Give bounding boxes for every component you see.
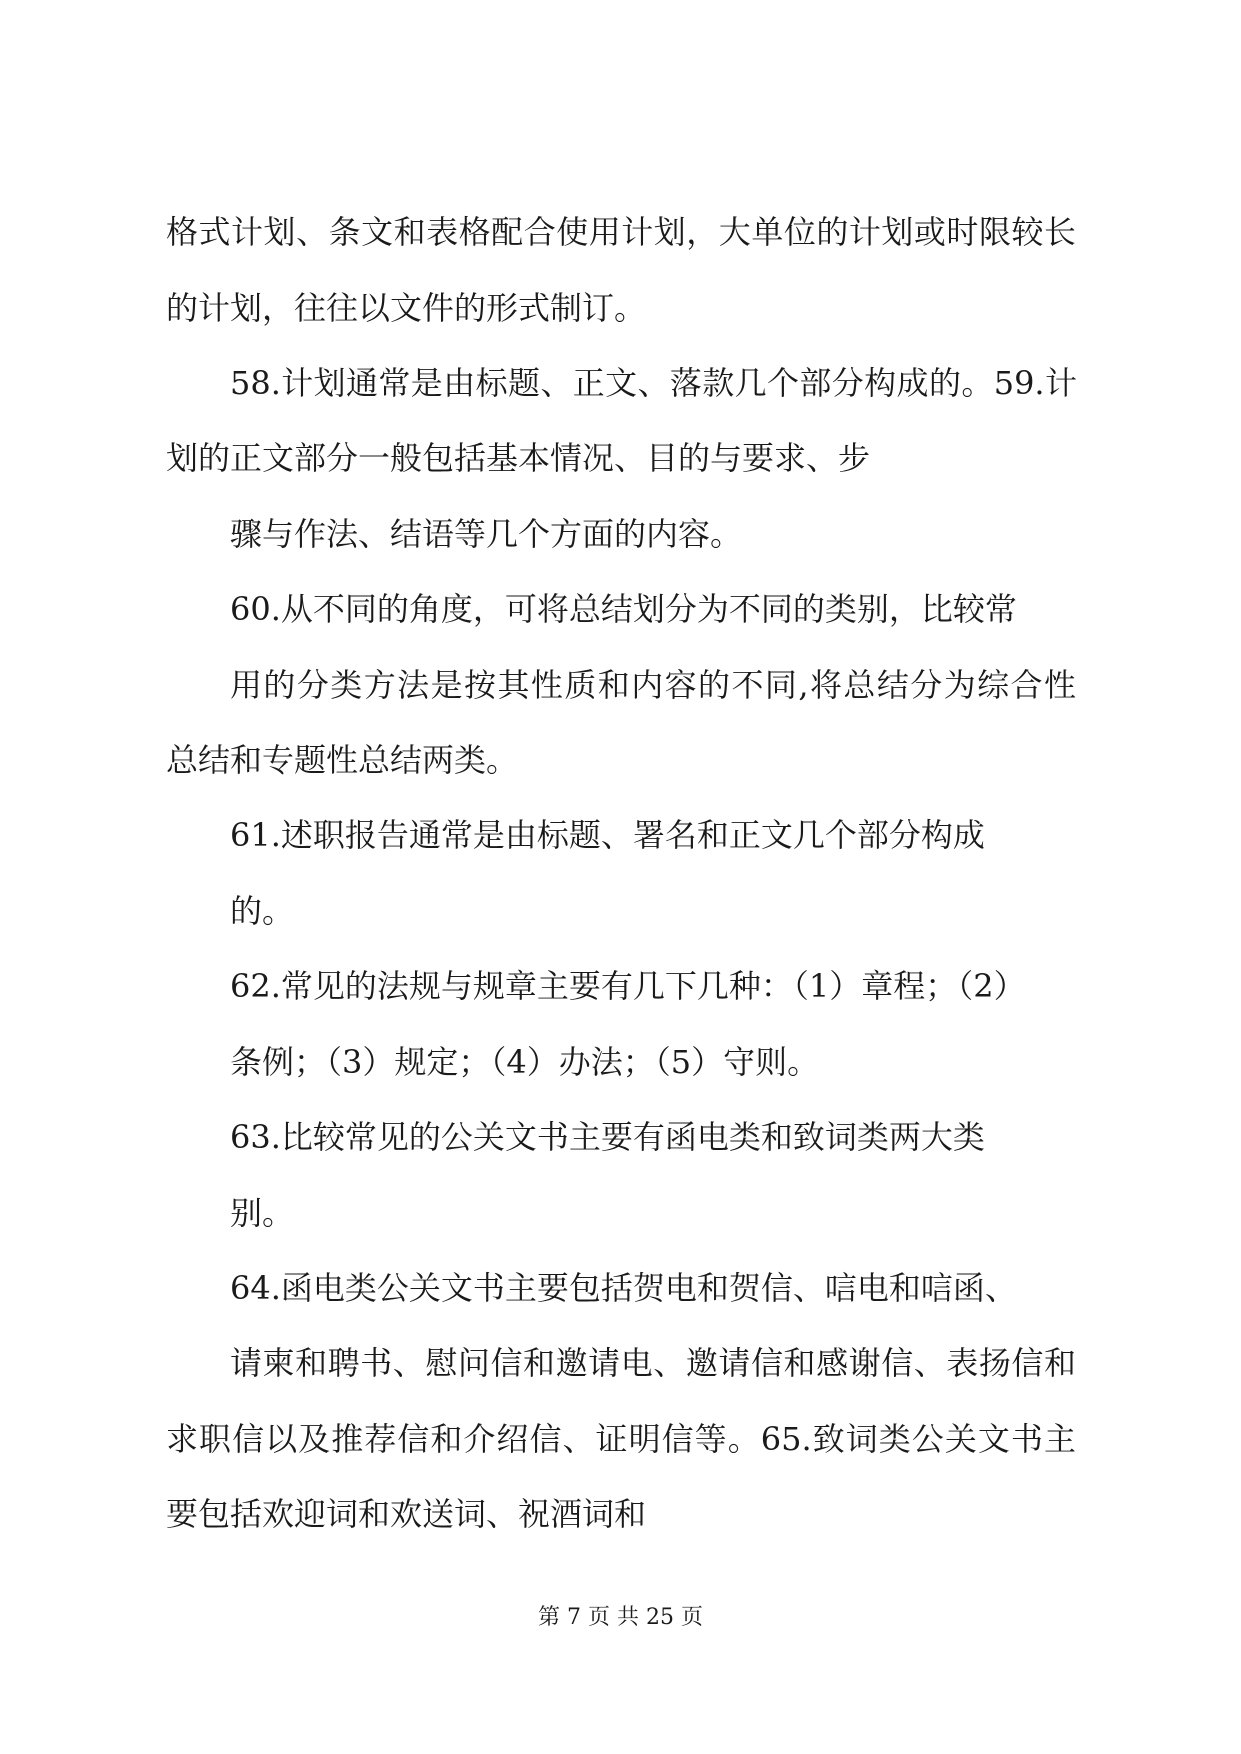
text-line: 骤与作法、结语等几个方面的内容。 (230, 515, 743, 553)
text-line: 的计划，往往以文件的形式制订。 (166, 289, 647, 327)
text-line: 划的正文部分一般包括基本情况、目的与要求、步 (166, 439, 871, 477)
text-line: 61.述职报告通常是由标题、署名和正文几个部分构成 (230, 816, 985, 854)
text-line: 58.计划通常是由标题、正文、落款几个部分构成的。59.计 (230, 364, 1077, 402)
text-line: 的。 (230, 892, 295, 930)
text-line: 请柬和聘书、慰问信和邀请电、邀请信和感谢信、表扬信和 (230, 1344, 1076, 1382)
text-line: 用的分类方法是按其性质和内容的不同,将总结分为综合性 (230, 666, 1076, 704)
text-line: 要包括欢迎词和欢送词、祝酒词和 (166, 1495, 647, 1533)
text-line: 64.函电类公关文书主要包括贺电和贺信、唁电和唁函、 (230, 1269, 1017, 1307)
page-number: 第 7 页 共 25 页 (538, 1605, 703, 1630)
text-line: 总结和专题性总结两类。 (166, 741, 519, 779)
text-line: 别。 (230, 1194, 295, 1232)
text-line: 条例；（3）规定；（4）办法；（5）守则。 (230, 1043, 820, 1081)
text-line: 求职信以及推荐信和介绍信、证明信等。65.致词类公关文书主 (166, 1420, 1076, 1458)
text-line: 62.常见的法规与规章主要有几下几种：（1）章程；（2） (230, 967, 1026, 1005)
text-line: 63.比较常见的公关文书主要有函电类和致词类两大类 (230, 1118, 985, 1156)
text-line: 60.从不同的角度，可将总结划分为不同的类别，比较常 (230, 590, 1017, 628)
text-line: 格式计划、条文和表格配合使用计划，大单位的计划或时限较长 (166, 213, 1076, 251)
